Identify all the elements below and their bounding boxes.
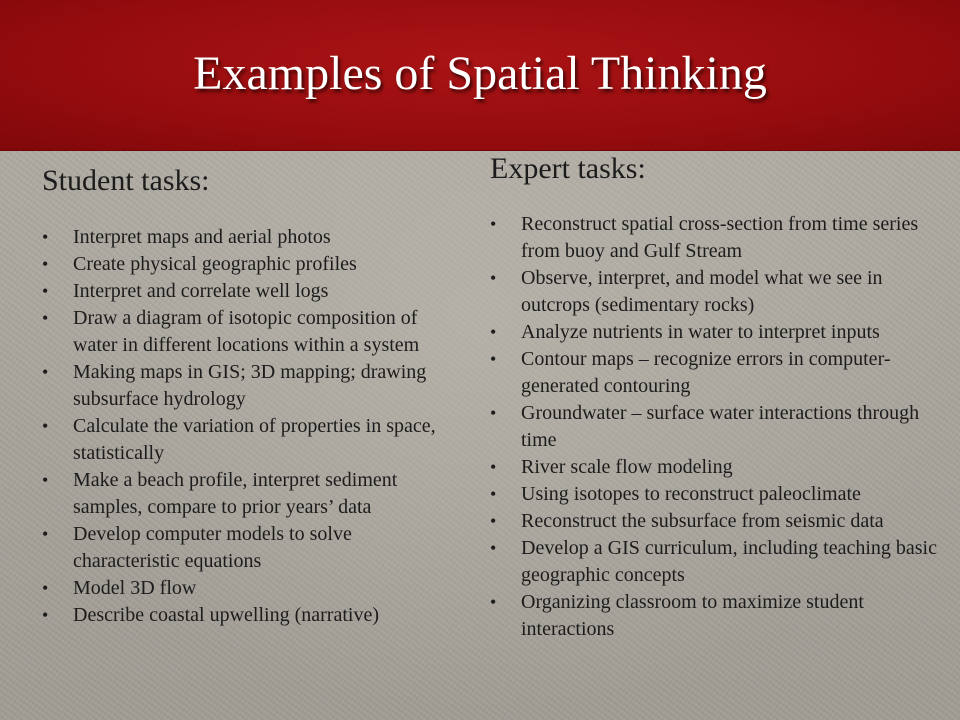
list-item [42,521,452,575]
list-item-text: Interpret and correlate well logs [73,280,329,302]
list-item-text: Develop a GIS curriculum, including teaching basic geographic concepts [521,537,937,586]
list-item [490,319,940,346]
list-item [42,413,452,467]
list-item-text: Reconstruct spatial cross-section from time series from buoy and Gulf Stream [521,213,919,262]
expert-tasks-column [490,150,940,643]
list-item-text: Make a beach profile, interpret sediment samples, compare to prior years’ data [73,469,398,518]
list-item-text: Interpret maps and aerial photos [73,226,331,248]
list-item-text: Draw a diagram of isotopic composition of water in different locations within a system [73,307,420,356]
list-item [42,224,452,251]
bullet-icon: • [490,268,497,288]
list-item-text: Making maps in GIS; 3D mapping; drawing subsurface hydrology [73,361,427,410]
list-item [490,454,940,481]
bullet-icon: • [490,511,497,531]
list-item-text: Using isotopes to reconstruct paleoclimate [521,483,861,505]
list-item [490,265,940,319]
slide-title: Examples of Spatial Thinking [193,47,767,100]
list-item-text: Observe, interpret, and model what we see in outcrops (sedimentary rocks) [521,267,883,316]
list-item [490,508,940,535]
list-item-text: Organizing classroom to maximize student interactions [521,591,864,640]
list-item-text: Create physical geographic profiles [73,253,357,275]
list-item [490,481,940,508]
list-item [490,589,940,643]
bullet-icon: • [490,592,497,612]
student-tasks-heading: Student tasks: [42,164,210,197]
list-item [490,400,940,454]
bullet-icon: • [490,214,497,234]
expert-tasks-list [490,211,940,643]
bullet-icon: • [490,538,497,558]
bullet-icon: • [490,349,497,369]
student-tasks-column [42,160,452,629]
list-item-text: Develop computer models to solve characteristic equations [73,523,352,572]
list-item [42,251,452,278]
list-item [42,575,452,602]
list-item [42,305,452,359]
list-item-text: Groundwater – surface water interactions through time [521,402,920,451]
title-bar [0,0,960,151]
bullet-icon: • [42,281,49,301]
list-item [42,278,452,305]
bullet-icon: • [42,578,49,598]
bullet-icon: • [42,605,49,625]
list-item-text: Calculate the variation of properties in space, statistically [73,415,436,464]
list-item-text: Model 3D flow [73,577,197,599]
list-item-text: Describe coastal upwelling (narrative) [73,604,379,626]
list-item [490,211,940,265]
bullet-icon: • [42,308,49,328]
list-item [42,467,452,521]
list-item-text: River scale flow modeling [521,456,733,478]
student-tasks-list [42,224,452,629]
list-item [490,535,940,589]
list-item-text: Contour maps – recognize errors in computer-generated contouring [521,348,891,397]
bullet-icon: • [42,227,49,247]
bullet-icon: • [490,457,497,477]
expert-tasks-heading: Expert tasks: [490,152,646,185]
bullet-icon: • [490,322,497,342]
bullet-icon: • [42,416,49,436]
bullet-icon: • [42,362,49,382]
list-item [490,346,940,400]
bullet-icon: • [490,484,497,504]
bullet-icon: • [42,254,49,274]
bullet-icon: • [42,524,49,544]
list-item [42,359,452,413]
list-item-text: Reconstruct the subsurface from seismic data [521,510,884,532]
list-item-text: Analyze nutrients in water to interpret inputs [521,321,880,343]
bullet-icon: • [42,470,49,490]
list-item [42,602,452,629]
bullet-icon: • [490,403,497,423]
